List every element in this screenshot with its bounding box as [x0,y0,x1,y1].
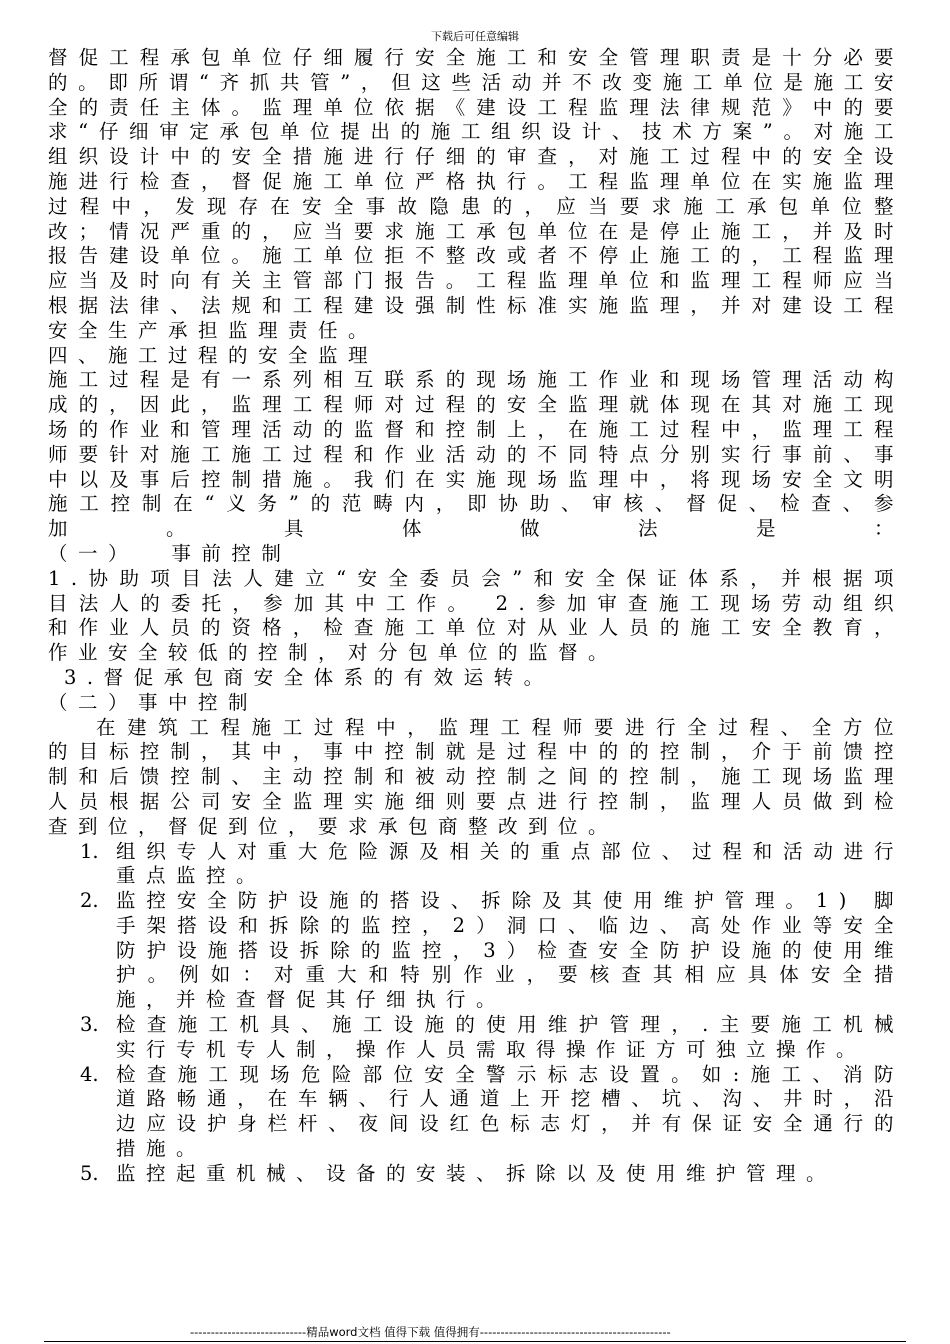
paragraph-pre-control: 1.协助项目法人建立“安全委员会”和安全保证体系，并根据项目法人的委托，参加其中工作。 2.参加审查施工现场劳动组织和作业人员的资格，检查施工单位对从业人员的施工安全教育，作业安全较低的控制，对分包单位的监督。 [48,566,904,665]
subheading-mid-control: （二）事中控制 [48,690,259,714]
list-item [48,889,904,1013]
paragraph-process-supervision: 施工过程是有一系列相互联系的现场施工作业和现场管理活动构成的，因此，监理工程师对过程的安全监理就体现在其对施工现场的作业和管理活动的监督和控制上，在施工过程中，监理工程师要针对施工施工过程和作业活动的不同特点分别实行事前、事中以及事后控制措施。我们在实施现场监理中，将现场安全文明施工控制在“义务”的范畴内，即协助、审核、督促、检查、参加。具体做法是： [48,368,904,541]
list-item-number: 2. [80,889,99,913]
subheading-pre-control: （一） 事前控制 [48,541,292,565]
list-item-text: 组织专人对重大危险源及相关的重点部位、过程和活动进行重点监控。 [116,839,904,888]
document-body [48,46,904,1187]
page-footer: ----------------------------精品word文档 值得下载 值得拥有---------------------------------------------- [190,1325,671,1339]
paragraph-supervision-duty: 督促工程承包单位仔细履行安全施工和安全管理职责是十分必要的。即所谓“齐抓共管”，但这些活动并不改变施工单位是施工安全的责任主体。监理单位依据《建设工程监理法律规范》中的要求“仔细审定承包单位提出的施工组织设计、技术方案”。对施工组织设计中的安全措施进行仔细的审查，对施工过程中的安全设施进行检查，督促施工单位严格执行。工程监理单位在实施监理过程中，发现存在安全事故隐患的，应当要求施工承包单位整改；情况严重的，应当要求施工承包单位在是停止施工，并及时报告建设单位。施工单位拒不整改或者不停止施工的，工程监理应当及时向有关主管部门报告。工程监理单位和监理工程师应当根据法律、法规和工程建设强制性标准实施监理，并对建设工程安全生产承担监理责任。 [48,46,904,342]
list-item-number: 5. [80,1161,99,1185]
list-item-text: 检查施工现场危险部位安全警示标志设置。如:施工、消防道路畅通，在车辆、行人通道上开挖槽、坑、沟、井时，沿边应设护身栏杆、夜间设红色标志灯，并有保证安全通行的措施。 [116,1062,904,1161]
page-header: 下载后可任意编辑 [431,30,519,43]
list-item [48,1162,904,1187]
footer-rule [44,1341,906,1342]
paragraph-pre-control-3: 3.督促承包商安全体系的有效运转。 [64,665,554,689]
list-item-number: 4. [80,1062,99,1086]
list-item [48,1063,904,1162]
list-item-number: 3. [80,1013,99,1037]
list-item-text: 监控安全防护设施的搭设、拆除及其使用维护管理。1) 脚手架搭设和拆除的监控，2）洞口、临边、高处作业等安全防护设施搭设拆除的监控，3）检查安全防护设施的使用维护。例如：对重大和特别作业，要核查其相应具体安全措施，并检查督促其仔细执行。 [116,889,904,1012]
list-item-text: 监控起重机械、设备的安装、拆除以及使用维护管理。 [116,1161,837,1185]
paragraph-mid-control: 在建筑工程施工过程中，监理工程师要进行全过程、全方位的目标控制，其中，事中控制就是过程中的的控制，介于前馈控制和后馈控制、主动控制和被动控制之间的控制，施工现场监理人员根据公司安全监理实施细则要点进行控制，监理人员做到检查到位，督促到位，要求承包商整改到位。 [48,715,904,838]
list-item-number: 1. [80,839,99,863]
list-item-text: 检查施工机具、施工设施的使用维护管理，.主要施工机械实行专机专人制，操作人员需取得操作证方可独立操作。 [116,1013,904,1061]
list-item [48,1013,904,1063]
section-heading-4: 四、施工过程的安全监理 [48,343,379,367]
list-item [48,840,904,890]
